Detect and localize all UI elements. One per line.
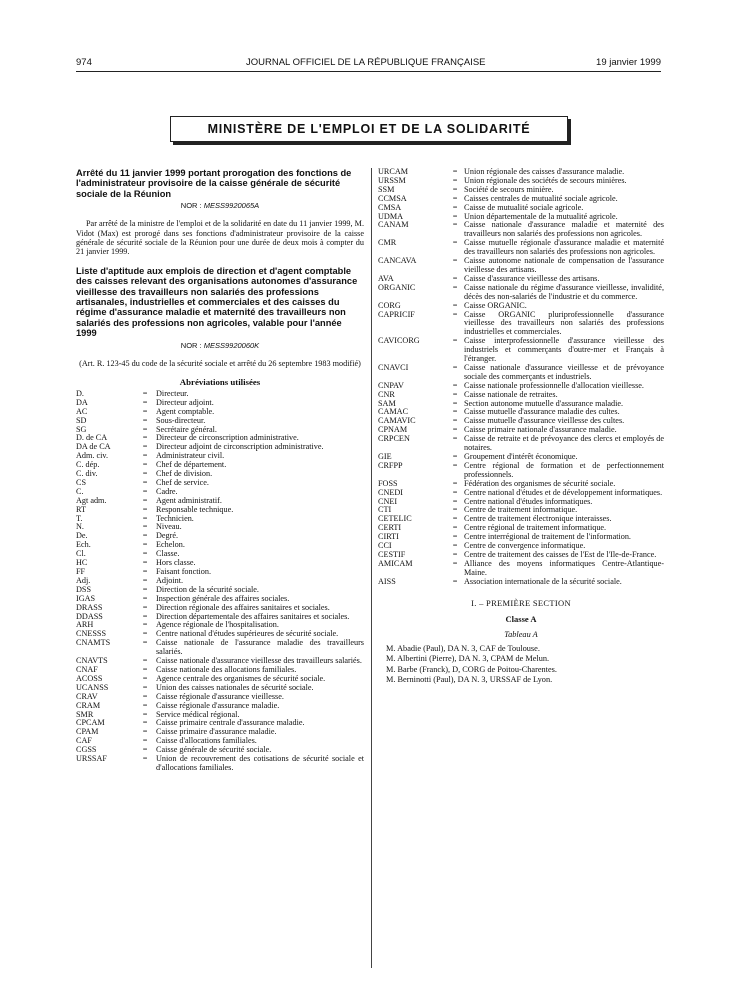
- abbreviation-term: De.: [76, 531, 88, 541]
- equals-sign: =: [452, 452, 458, 461]
- abbreviation-definition: Caisse mutuelle d'assurance maladie des cultes.: [464, 407, 620, 417]
- abbreviation-term: CAMAVIC: [378, 416, 416, 426]
- abbreviation-definition: Société de secours minière.: [464, 184, 554, 194]
- person-entry: M. Berninotti (Paul), DA N. 3, URSSAF de Lyon.: [386, 675, 553, 685]
- equals-sign: =: [142, 540, 148, 550]
- equals-sign: =: [142, 656, 148, 666]
- abbreviation-term: URSSAF: [76, 754, 107, 764]
- abbreviation-definition: Union des caisses nationales de sécurité sociale.: [156, 682, 314, 692]
- equals-sign: =: [452, 220, 458, 230]
- abbreviation-term: CNAMTS: [76, 638, 111, 648]
- equals-sign: =: [142, 584, 148, 594]
- person-entry: M. Abadie (Paul), DA N. 3, CAF de Toulouse.: [386, 643, 540, 653]
- equals-sign: =: [142, 575, 148, 585]
- equals-sign: =: [142, 664, 148, 674]
- equals-sign: =: [142, 558, 148, 568]
- abbreviation-term: CNAVTS: [76, 656, 108, 666]
- abbreviation-definition: Niveau.: [156, 522, 182, 532]
- equals-sign: =: [452, 425, 458, 435]
- abbreviation-term: C. dép.: [76, 460, 100, 470]
- abbreviation-term: IGAS: [76, 593, 96, 603]
- abbreviation-row: [378, 560, 664, 578]
- abbreviation-term: Ech.: [76, 540, 91, 550]
- abbreviation-definition: Caisse de mutualité sociale agricole.: [464, 202, 584, 212]
- equals-sign: =: [142, 469, 148, 479]
- abbreviation-definition: Caisse régionale d'assurance maladie.: [156, 700, 280, 710]
- abbreviation-term: UDMA: [378, 211, 404, 221]
- abbreviation-term: CGSS: [76, 745, 97, 755]
- abbreviation-row: [76, 408, 364, 417]
- equals-sign: =: [452, 541, 458, 551]
- abbreviation-definition: Agent comptable.: [156, 406, 215, 416]
- left-column: [76, 168, 364, 773]
- abbreviation-definition: Caisses centrales de mutualité sociale agricole.: [464, 193, 618, 203]
- abbreviation-definition: Directeur adjoint.: [156, 397, 214, 407]
- equals-sign: =: [452, 167, 458, 176]
- equals-sign: =: [452, 380, 458, 390]
- abbreviation-definition: Agence centrale des organismes de sécurité sociale.: [156, 673, 326, 683]
- abbreviation-definition: Direction régionale des affaires sanitaires et sociales.: [156, 602, 330, 612]
- equals-sign: =: [452, 282, 458, 292]
- abbreviation-definition: Technicien.: [156, 513, 194, 523]
- abbreviation-definition: Administrateur civil.: [156, 451, 225, 461]
- abbreviation-term: CRAM: [76, 700, 101, 710]
- abbreviation-definition: Echelon.: [156, 540, 185, 550]
- abbreviation-term: ORGANIC: [378, 282, 416, 292]
- equals-sign: =: [142, 397, 148, 407]
- equals-sign: =: [142, 531, 148, 541]
- abbreviation-row: [76, 470, 364, 479]
- page-header: [76, 57, 661, 71]
- abbreviation-term: C.: [76, 486, 84, 496]
- abbreviation-definition: Caisse ORGANIC.: [464, 300, 527, 310]
- equals-sign: =: [452, 273, 458, 283]
- equals-sign: =: [452, 523, 458, 533]
- abbreviation-row: [378, 337, 664, 364]
- abbreviation-definition: Caisse mutuelle régionale d'assurance maladie et maternité des travailleurs non salariés des professions non agricoles.: [464, 238, 664, 257]
- abbreviation-term: CNEI: [378, 496, 398, 506]
- equals-sign: =: [452, 184, 458, 194]
- abbreviation-term: T.: [76, 513, 83, 523]
- abbreviation-definition: Directeur adjoint de circonscription administrative.: [156, 442, 324, 452]
- abbreviation-definition: Caisse nationale des allocations familiales.: [156, 664, 297, 674]
- equals-sign: =: [452, 398, 458, 408]
- abbreviation-term: CNR: [378, 389, 395, 399]
- section-heading: I. – PREMIÈRE SECTION: [471, 597, 571, 608]
- equals-sign: =: [452, 532, 458, 542]
- abbreviation-term: CNAF: [76, 664, 98, 674]
- abbreviation-term: C. div.: [76, 469, 98, 479]
- equals-sign: =: [142, 629, 148, 639]
- abbreviation-definition: Caisse ORGANIC pluriprofessionnelle d'assurance vieillesse des travailleurs non salariés des professions industrielles et commerciales.: [464, 309, 664, 337]
- equals-sign: =: [142, 611, 148, 621]
- equals-sign: =: [142, 754, 148, 764]
- equals-sign: =: [142, 433, 148, 443]
- abbreviation-row: [76, 390, 364, 399]
- abbreviation-definition: Chef de service.: [156, 477, 209, 487]
- abbreviation-term: CANCAVA: [378, 256, 417, 266]
- abbreviation-term: ACOSS: [76, 673, 103, 683]
- equals-sign: =: [452, 175, 458, 185]
- abbreviation-term: CMSA: [378, 202, 402, 212]
- abbreviation-definition: Caisse nationale d'assurance maladie et maternité des travailleurs non salariés des professions non agricoles.: [464, 220, 664, 239]
- equals-sign: =: [142, 709, 148, 719]
- abbreviation-term: SAM: [378, 398, 396, 408]
- abbreviation-term: CERTI: [378, 523, 402, 533]
- abbreviation-term: CTI: [378, 505, 392, 515]
- abbreviation-definition: Centre de traitement informatique.: [464, 505, 578, 515]
- abbreviation-term: DA: [76, 397, 88, 407]
- abbreviation-definition: Degré.: [156, 531, 179, 541]
- equals-sign: =: [452, 193, 458, 203]
- equals-sign: =: [452, 505, 458, 515]
- abbreviation-term: SMR: [76, 709, 94, 719]
- equals-sign: =: [452, 416, 458, 426]
- abbreviation-definition: Chef de division.: [156, 469, 213, 479]
- abbreviation-row: [378, 364, 664, 382]
- equals-sign: =: [142, 736, 148, 746]
- abbreviation-term: AISS: [378, 576, 396, 586]
- abbreviation-term: D.: [76, 388, 84, 398]
- abbreviation-definition: Sous-directeur.: [156, 415, 206, 425]
- abbreviation-term: CAPRICIF: [378, 309, 415, 319]
- abbreviation-definition: Agent administratif.: [156, 495, 222, 505]
- equals-sign: =: [142, 477, 148, 487]
- equals-sign: =: [142, 406, 148, 416]
- abbreviation-row: [76, 523, 364, 532]
- abbreviation-definition: Caisse nationale d'assurance vieillesse et de prévoyance sociale des commerçants et industriels.: [464, 362, 664, 381]
- person-entry: M. Albertini (Pierre), DA N. 3, CPAM de Melun.: [386, 654, 550, 664]
- equals-sign: =: [142, 451, 148, 461]
- equals-sign: =: [142, 549, 148, 559]
- equals-sign: =: [452, 558, 458, 568]
- person-list: [378, 644, 664, 686]
- right-column: [378, 168, 664, 686]
- abbreviation-term: CNAVCI: [378, 362, 409, 372]
- abbreviation-term: CAMAC: [378, 407, 409, 417]
- equals-sign: =: [452, 576, 458, 586]
- equals-sign: =: [142, 495, 148, 505]
- abbreviation-term: Cl.: [76, 549, 86, 559]
- abbreviation-definition: Centre interrégional de traitement de l'information.: [464, 532, 631, 542]
- abbreviation-list-right: [378, 168, 664, 587]
- tableau-heading: Tableau A: [504, 629, 538, 639]
- header-rule: [76, 71, 661, 72]
- equals-sign: =: [142, 504, 148, 514]
- abbreviation-definition: Caisse autonome nationale de compensation de l'assurance vieillesse des artisans.: [464, 256, 664, 274]
- abbreviations-heading: Abréviations utilisées: [179, 376, 261, 387]
- abbreviation-term: CIRTI: [378, 532, 399, 542]
- abbreviation-definition: Hors classe.: [156, 558, 196, 568]
- equals-sign: =: [142, 424, 148, 434]
- abbreviation-row: [76, 532, 364, 541]
- abbreviation-definition: Chef de département.: [156, 460, 227, 470]
- equals-sign: =: [452, 478, 458, 488]
- abbreviation-definition: Centre national d'études et de développement informatiques.: [464, 487, 663, 497]
- abbreviation-term: FF: [76, 567, 86, 577]
- equals-sign: =: [142, 388, 148, 398]
- abbreviation-definition: Inspection générale des affaires sociales.: [156, 593, 290, 603]
- abbreviation-definition: Directeur de circonscription administrative.: [156, 433, 299, 443]
- abbreviation-term: SD: [76, 415, 87, 425]
- abbreviation-row: [76, 506, 364, 515]
- abbreviation-row: [76, 559, 364, 568]
- abbreviation-term: Adm. civ.: [76, 451, 108, 461]
- abbreviation-row: [378, 239, 664, 257]
- journal-title: JOURNAL OFFICIEL DE LA RÉPUBLIQUE FRANÇAISE: [246, 57, 486, 68]
- abbreviation-row: [76, 515, 364, 524]
- abbreviation-term: CRPCEN: [378, 434, 410, 444]
- abbreviation-row: [378, 284, 664, 302]
- column-divider: [371, 168, 372, 968]
- abbreviation-term: CORG: [378, 300, 401, 310]
- abbreviation-definition: Union régionale des sociétés de secours minières.: [464, 175, 627, 185]
- equals-sign: =: [142, 673, 148, 683]
- abbreviation-definition: Association internationale de la sécurité sociale.: [464, 576, 622, 586]
- arrete1-body: Par arrêté de la ministre de l'emploi et de la solidarité en date du 11 janvier 1999, M. Vidot (Max) est prorogé dans ses fonctions d'administrateur provisoire de la caisse générale de sécurité sociale de la Réunion pour une durée de deux mois à compter du 21 janvier 1999.: [76, 219, 364, 257]
- abbreviation-definition: Fédération des organismes de sécurité sociale.: [464, 478, 616, 488]
- abbreviation-term: AMICAM: [378, 558, 413, 568]
- abbreviation-term: CANAM: [378, 220, 409, 230]
- abbreviation-term: CESTIF: [378, 549, 406, 559]
- equals-sign: =: [452, 362, 458, 372]
- abbreviation-row: [76, 568, 364, 577]
- abbreviation-term: CRAV: [76, 691, 98, 701]
- equals-sign: =: [452, 256, 458, 266]
- equals-sign: =: [142, 691, 148, 701]
- equals-sign: =: [142, 415, 148, 425]
- abbreviation-term: DDASS: [76, 611, 103, 621]
- equals-sign: =: [142, 513, 148, 523]
- equals-sign: =: [452, 300, 458, 310]
- abbreviation-definition: Direction de la sécurité sociale.: [156, 584, 259, 594]
- abbreviation-definition: Caisse nationale professionnelle d'allocation vieillesse.: [464, 380, 644, 390]
- abbreviation-definition: Centre régional de traitement informatique.: [464, 523, 607, 533]
- abbreviation-definition: Centre de traitement électronique interaisses.: [464, 514, 612, 524]
- abbreviation-definition: Caisse d'allocations familiales.: [156, 736, 257, 746]
- abbreviation-row: [378, 578, 664, 587]
- equals-sign: =: [452, 309, 458, 319]
- equals-sign: =: [142, 620, 148, 630]
- abbreviation-definition: Union de recouvrement des cotisations de sécurité sociale et d'allocations familiales.: [156, 754, 364, 772]
- equals-sign: =: [452, 389, 458, 399]
- abbreviation-definition: Centre de convergence informatique.: [464, 541, 586, 551]
- abbreviation-definition: Directeur.: [156, 388, 189, 398]
- abbreviation-term: AC: [76, 406, 88, 416]
- abbreviation-row: [76, 461, 364, 470]
- abbreviation-definition: Classe.: [156, 549, 180, 559]
- abbreviation-definition: Caisse nationale de l'assurance maladie des travailleurs salariés.: [156, 638, 364, 657]
- equals-sign: =: [142, 700, 148, 710]
- abbreviation-term: DRASS: [76, 602, 103, 612]
- abbreviation-definition: Caisse régionale d'assurance vieillesse.: [156, 691, 284, 701]
- abbreviation-definition: Centre national d'études informatiques.: [464, 496, 593, 506]
- abbreviation-definition: Caisse primaire centrale d'assurance maladie.: [156, 718, 305, 728]
- equals-sign: =: [142, 745, 148, 755]
- abbreviation-definition: Service médical régional.: [156, 709, 240, 719]
- abbreviation-definition: Centre de traitement des caisses de l'Est de l'Ile-de-France.: [464, 549, 657, 559]
- abbreviation-term: CCMSA: [378, 193, 407, 203]
- abbreviation-term: CETELIC: [378, 514, 412, 524]
- equals-sign: =: [452, 211, 458, 221]
- equals-sign: =: [452, 434, 458, 444]
- abbreviation-term: CNESSS: [76, 629, 107, 639]
- abbreviation-term: URCAM: [378, 167, 409, 176]
- abbreviation-row: [76, 541, 364, 550]
- ministry-heading: MINISTÈRE DE L'EMPLOI ET DE LA SOLIDARITÉ: [170, 116, 568, 142]
- equals-sign: =: [452, 202, 458, 212]
- equals-sign: =: [142, 522, 148, 532]
- equals-sign: =: [142, 638, 148, 648]
- abbreviation-term: GIE: [378, 452, 392, 461]
- abbreviation-term: CNEDI: [378, 487, 404, 497]
- equals-sign: =: [142, 567, 148, 577]
- abbreviation-definition: Cadre.: [156, 486, 178, 496]
- abbreviation-row: [378, 462, 664, 480]
- abbreviation-row: [76, 417, 364, 426]
- abbreviation-definition: Caisse nationale d'assurance vieillesse des travailleurs salariés.: [156, 656, 362, 666]
- equals-sign: =: [142, 460, 148, 470]
- equals-sign: =: [142, 718, 148, 728]
- abbreviation-term: RT: [76, 504, 86, 514]
- abbreviation-row: [378, 311, 664, 338]
- abbreviation-definition: Section autonome mutuelle d'assurance maladie.: [464, 398, 624, 408]
- abbreviation-definition: Responsable technique.: [156, 504, 234, 514]
- equals-sign: =: [142, 442, 148, 452]
- abbreviation-term: Adj.: [76, 575, 91, 585]
- abbreviation-row: [76, 639, 364, 657]
- abbreviation-row: [378, 435, 664, 453]
- abbreviation-definition: Caisse d'assurance vieillesse des artisans.: [464, 273, 600, 283]
- equals-sign: =: [452, 460, 458, 470]
- equals-sign: =: [142, 593, 148, 603]
- abbreviation-term: CPCAM: [76, 718, 105, 728]
- abbreviation-term: CRFPP: [378, 460, 403, 470]
- abbreviation-term: SG: [76, 424, 87, 434]
- abbreviation-definition: Alliance des moyens informatiques Centre-Atlantique-Maine.: [464, 558, 664, 577]
- arrete2-legal-note: (Art. R. 123-45 du code de la sécurité sociale et arrêté du 26 septembre 1983 modifié): [79, 358, 361, 368]
- abbreviation-term: CPAM: [76, 727, 99, 737]
- classe-heading: Classe A: [505, 613, 537, 624]
- equals-sign: =: [142, 727, 148, 737]
- arrete1-title: Arrêté du 11 janvier 1999 portant prorogation des fonctions de l'administrateur provisoire de la caisse générale de sécurité sociale de la Réunion: [76, 168, 352, 199]
- equals-sign: =: [452, 487, 458, 497]
- abbreviation-term: N.: [76, 522, 84, 532]
- abbreviation-term: URSSM: [378, 175, 406, 185]
- abbreviation-term: FOSS: [378, 478, 398, 488]
- abbreviation-definition: Caisse interprofessionnelle d'assurance vieillesse des industriels et commerçants d'outre-mer et Français à l'étranger.: [464, 336, 664, 364]
- equals-sign: =: [452, 496, 458, 506]
- abbreviation-definition: Union régionale des caisses d'assurance maladie.: [464, 167, 625, 176]
- abbreviation-term: DSS: [76, 584, 92, 594]
- equals-sign: =: [452, 549, 458, 559]
- abbreviation-definition: Adjoint.: [156, 575, 184, 585]
- abbreviation-definition: Caisse générale de sécurité sociale.: [156, 745, 272, 755]
- abbreviation-definition: Centre régional de formation et de perfectionnement professionnels.: [464, 460, 664, 479]
- equals-sign: =: [452, 407, 458, 417]
- abbreviation-term: CCI: [378, 541, 392, 551]
- abbreviation-term: D. de CA: [76, 433, 108, 443]
- abbreviation-term: CPNAM: [378, 425, 408, 435]
- abbreviation-term: UCANSS: [76, 682, 109, 692]
- abbreviation-definition: Caisse mutuelle d'assurance vieillesse des cultes.: [464, 416, 625, 426]
- arrete2-title: Liste d'aptitude aux emplois de direction et d'agent comptable des caisses relevant des organisations autonomes d'assurance vieillesse des travailleurs non salariés des professions artisanales, industrielles et commerciales et des caisses du régime d'assurance maladie et maternité des travailleurs non salariés des professions non agricoles, valable pour l'année 1999: [76, 265, 358, 339]
- equals-sign: =: [142, 602, 148, 612]
- abbreviation-definition: Groupement d'intérêt économique.: [464, 452, 578, 461]
- abbreviation-row: [76, 755, 364, 773]
- abbreviation-term: CMR: [378, 238, 397, 248]
- abbreviation-definition: Caisse primaire nationale d'assurance maladie.: [464, 425, 617, 435]
- abbreviation-definition: Centre national d'études supérieures de sécurité sociale.: [156, 629, 339, 639]
- abbreviation-list-left: [76, 390, 364, 773]
- abbreviation-definition: Caisse primaire d'assurance maladie.: [156, 727, 277, 737]
- person-entry: M. Barbe (Franck), D, CORG de Poitou-Charentes.: [386, 664, 557, 674]
- page-number: 974: [76, 57, 92, 68]
- abbreviation-definition: Union départementale de la mutualité agricole.: [464, 211, 618, 221]
- abbreviation-row: [378, 221, 664, 239]
- abbreviation-definition: Caisse de retraite et de prévoyance des clercs et employés de notaires.: [464, 434, 664, 453]
- abbreviation-row: [76, 550, 364, 559]
- abbreviation-term: HC: [76, 558, 88, 568]
- abbreviation-definition: Direction départementale des affaires sanitaires et sociales.: [156, 611, 350, 621]
- abbreviation-term: DA de CA: [76, 442, 111, 452]
- issue-date: 19 janvier 1999: [596, 57, 661, 68]
- abbreviation-row: [76, 399, 364, 408]
- equals-sign: =: [452, 238, 458, 248]
- equals-sign: =: [142, 682, 148, 692]
- abbreviation-definition: Agence régionale de l'hospitalisation.: [156, 620, 279, 630]
- equals-sign: =: [142, 486, 148, 496]
- abbreviation-term: CS: [76, 477, 87, 487]
- equals-sign: =: [452, 514, 458, 524]
- abbreviation-term: Agt adm.: [76, 495, 107, 505]
- abbreviation-definition: Faisant fonction.: [156, 567, 212, 577]
- abbreviation-term: CAF: [76, 736, 92, 746]
- abbreviation-row: [378, 257, 664, 275]
- abbreviation-definition: Caisse nationale du régime d'assurance vieillesse, invalidité, décès des non-salariés de l'industrie et du commerce.: [464, 282, 664, 301]
- abbreviation-definition: Secrétaire général.: [156, 424, 217, 434]
- arrete2-nor: NOR : MESS9920060K: [180, 340, 260, 350]
- arrete1-nor: NOR : MESS9920065A: [180, 201, 260, 211]
- abbreviation-term: CNPAV: [378, 380, 404, 390]
- abbreviation-term: AVA: [378, 273, 394, 283]
- abbreviation-definition: Caisse nationale de retraites.: [464, 389, 558, 399]
- abbreviation-term: SSM: [378, 184, 395, 194]
- equals-sign: =: [452, 336, 458, 346]
- abbreviation-row: [76, 479, 364, 488]
- abbreviation-term: CAVICORG: [378, 336, 420, 346]
- abbreviation-term: ARH: [76, 620, 94, 630]
